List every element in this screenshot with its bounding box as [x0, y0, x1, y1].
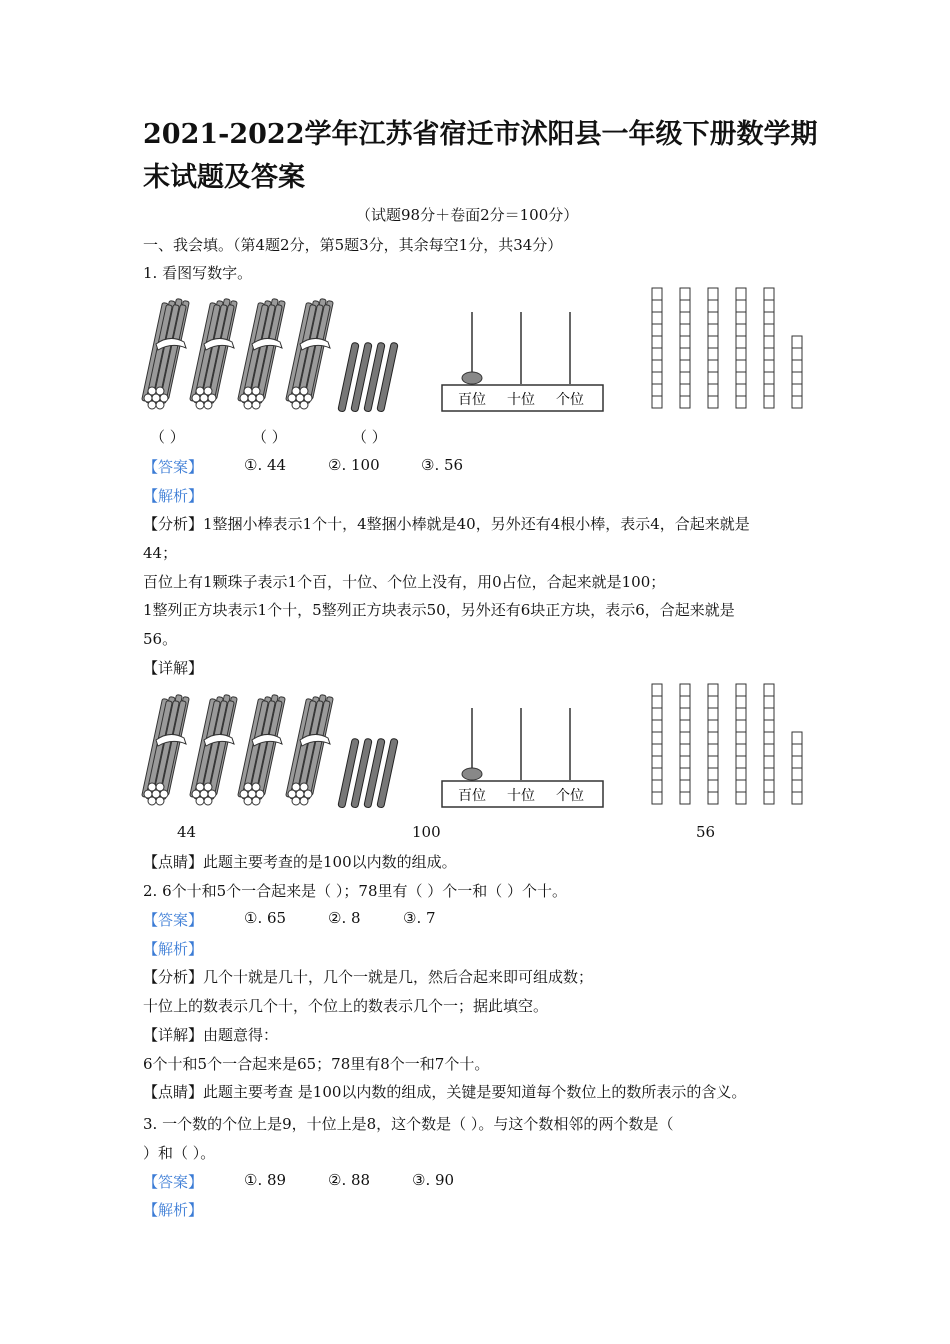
analysis-tag: 【解析】	[143, 940, 204, 958]
answer-tag: 【答案】	[143, 458, 204, 476]
abacus-label-hundreds: 百位	[458, 788, 486, 804]
answer-value: ①. 65	[244, 909, 287, 927]
abacus-label-tens: 十位	[507, 392, 535, 408]
question-3-stem: 3. 一个数的个位上是9，十位上是8，这个数是（ ）。与这个数相邻的两个数是（	[143, 1115, 674, 1133]
analysis-text: 44；	[143, 544, 178, 562]
answer-tag: 【答案】	[143, 1173, 204, 1191]
answer-value: ③. 90	[412, 1171, 455, 1189]
answer-tag: 【答案】	[143, 911, 204, 929]
detail-value: 44	[177, 823, 197, 841]
analysis-tag: 【解析】	[143, 1201, 204, 1219]
point-text: 【点睛】此题主要考查 是100以内数的组成，关键是要知道每个数位上的数所表示的含义。	[143, 1083, 747, 1101]
answer-value: ②. 88	[328, 1171, 371, 1189]
detail-value: 100	[412, 823, 441, 841]
analysis-text: 百位上有1颗珠子表示1个百，十位、个位上没有，用0占位，合起来就是100；	[143, 573, 666, 591]
answer-value: ①. 44	[244, 456, 287, 474]
answer-blank-2: （ ）	[252, 428, 287, 446]
analysis-text: 【分析】1整捆小棒表示1个十，4整捆小棒就是40，另外还有4根小棒，表示4，合起来就是	[143, 515, 750, 533]
question-2-stem: 2. 6个十和5个一合起来是（ ）；78里有（ ）个一和（ ）个十。	[143, 882, 568, 900]
detail-value: 56	[696, 823, 716, 841]
abacus-label-ones: 个位	[556, 392, 584, 408]
point-text: 【点睛】此题主要考查的是100以内数的组成。	[143, 853, 457, 871]
detail-text: 6个十和5个一合起来是65；78里有8个一和7个十。	[143, 1055, 490, 1073]
analysis-text: 56。	[143, 630, 178, 648]
abacus-label-ones: 个位	[556, 788, 584, 804]
detail-text: 【详解】由题意得：	[143, 1026, 279, 1044]
analysis-text: 【分析】几个十就是几十，几个一就是几，然后合起来即可组成数；	[143, 968, 594, 986]
answer-value: ②. 100	[328, 456, 380, 474]
answer-value: ③. 56	[421, 456, 464, 474]
answer-blank-1: （ ）	[150, 428, 185, 446]
section-heading: 一、我会填。（第4题2分，第5题3分，其余每空1分，共34分）	[143, 236, 563, 254]
score-note: （试题98分＋卷面2分＝100分）	[356, 206, 579, 224]
detail-tag: 【详解】	[143, 659, 204, 677]
answer-value: ①. 89	[244, 1171, 287, 1189]
analysis-text: 十位上的数表示几个十，个位上的数表示几个一；据此填空。	[143, 997, 549, 1015]
analysis-text: 1整列正方块表示1个十，5整列正方块表示50，另外还有6块正方块，表示6，合起来就是	[143, 601, 735, 619]
document-title: 2021-2022学年江苏省宿迁市沭阳县一年级下册数学期末试题及答案	[143, 119, 818, 193]
question-1-stem: 1. 看图写数字。	[143, 264, 253, 282]
answer-value: ②. 8	[328, 909, 361, 927]
square-columns	[652, 288, 802, 408]
question-1-figure	[140, 284, 820, 424]
analysis-tag: 【解析】	[143, 487, 204, 505]
abacus-label-hundreds: 百位	[458, 392, 486, 408]
question-3-stem-cont: ）和（ ）。	[143, 1144, 216, 1162]
answer-blank-3: （ ）	[352, 428, 387, 446]
abacus-label-tens: 十位	[507, 788, 535, 804]
detail-figure	[140, 680, 820, 820]
answer-value: ③. 7	[403, 909, 436, 927]
